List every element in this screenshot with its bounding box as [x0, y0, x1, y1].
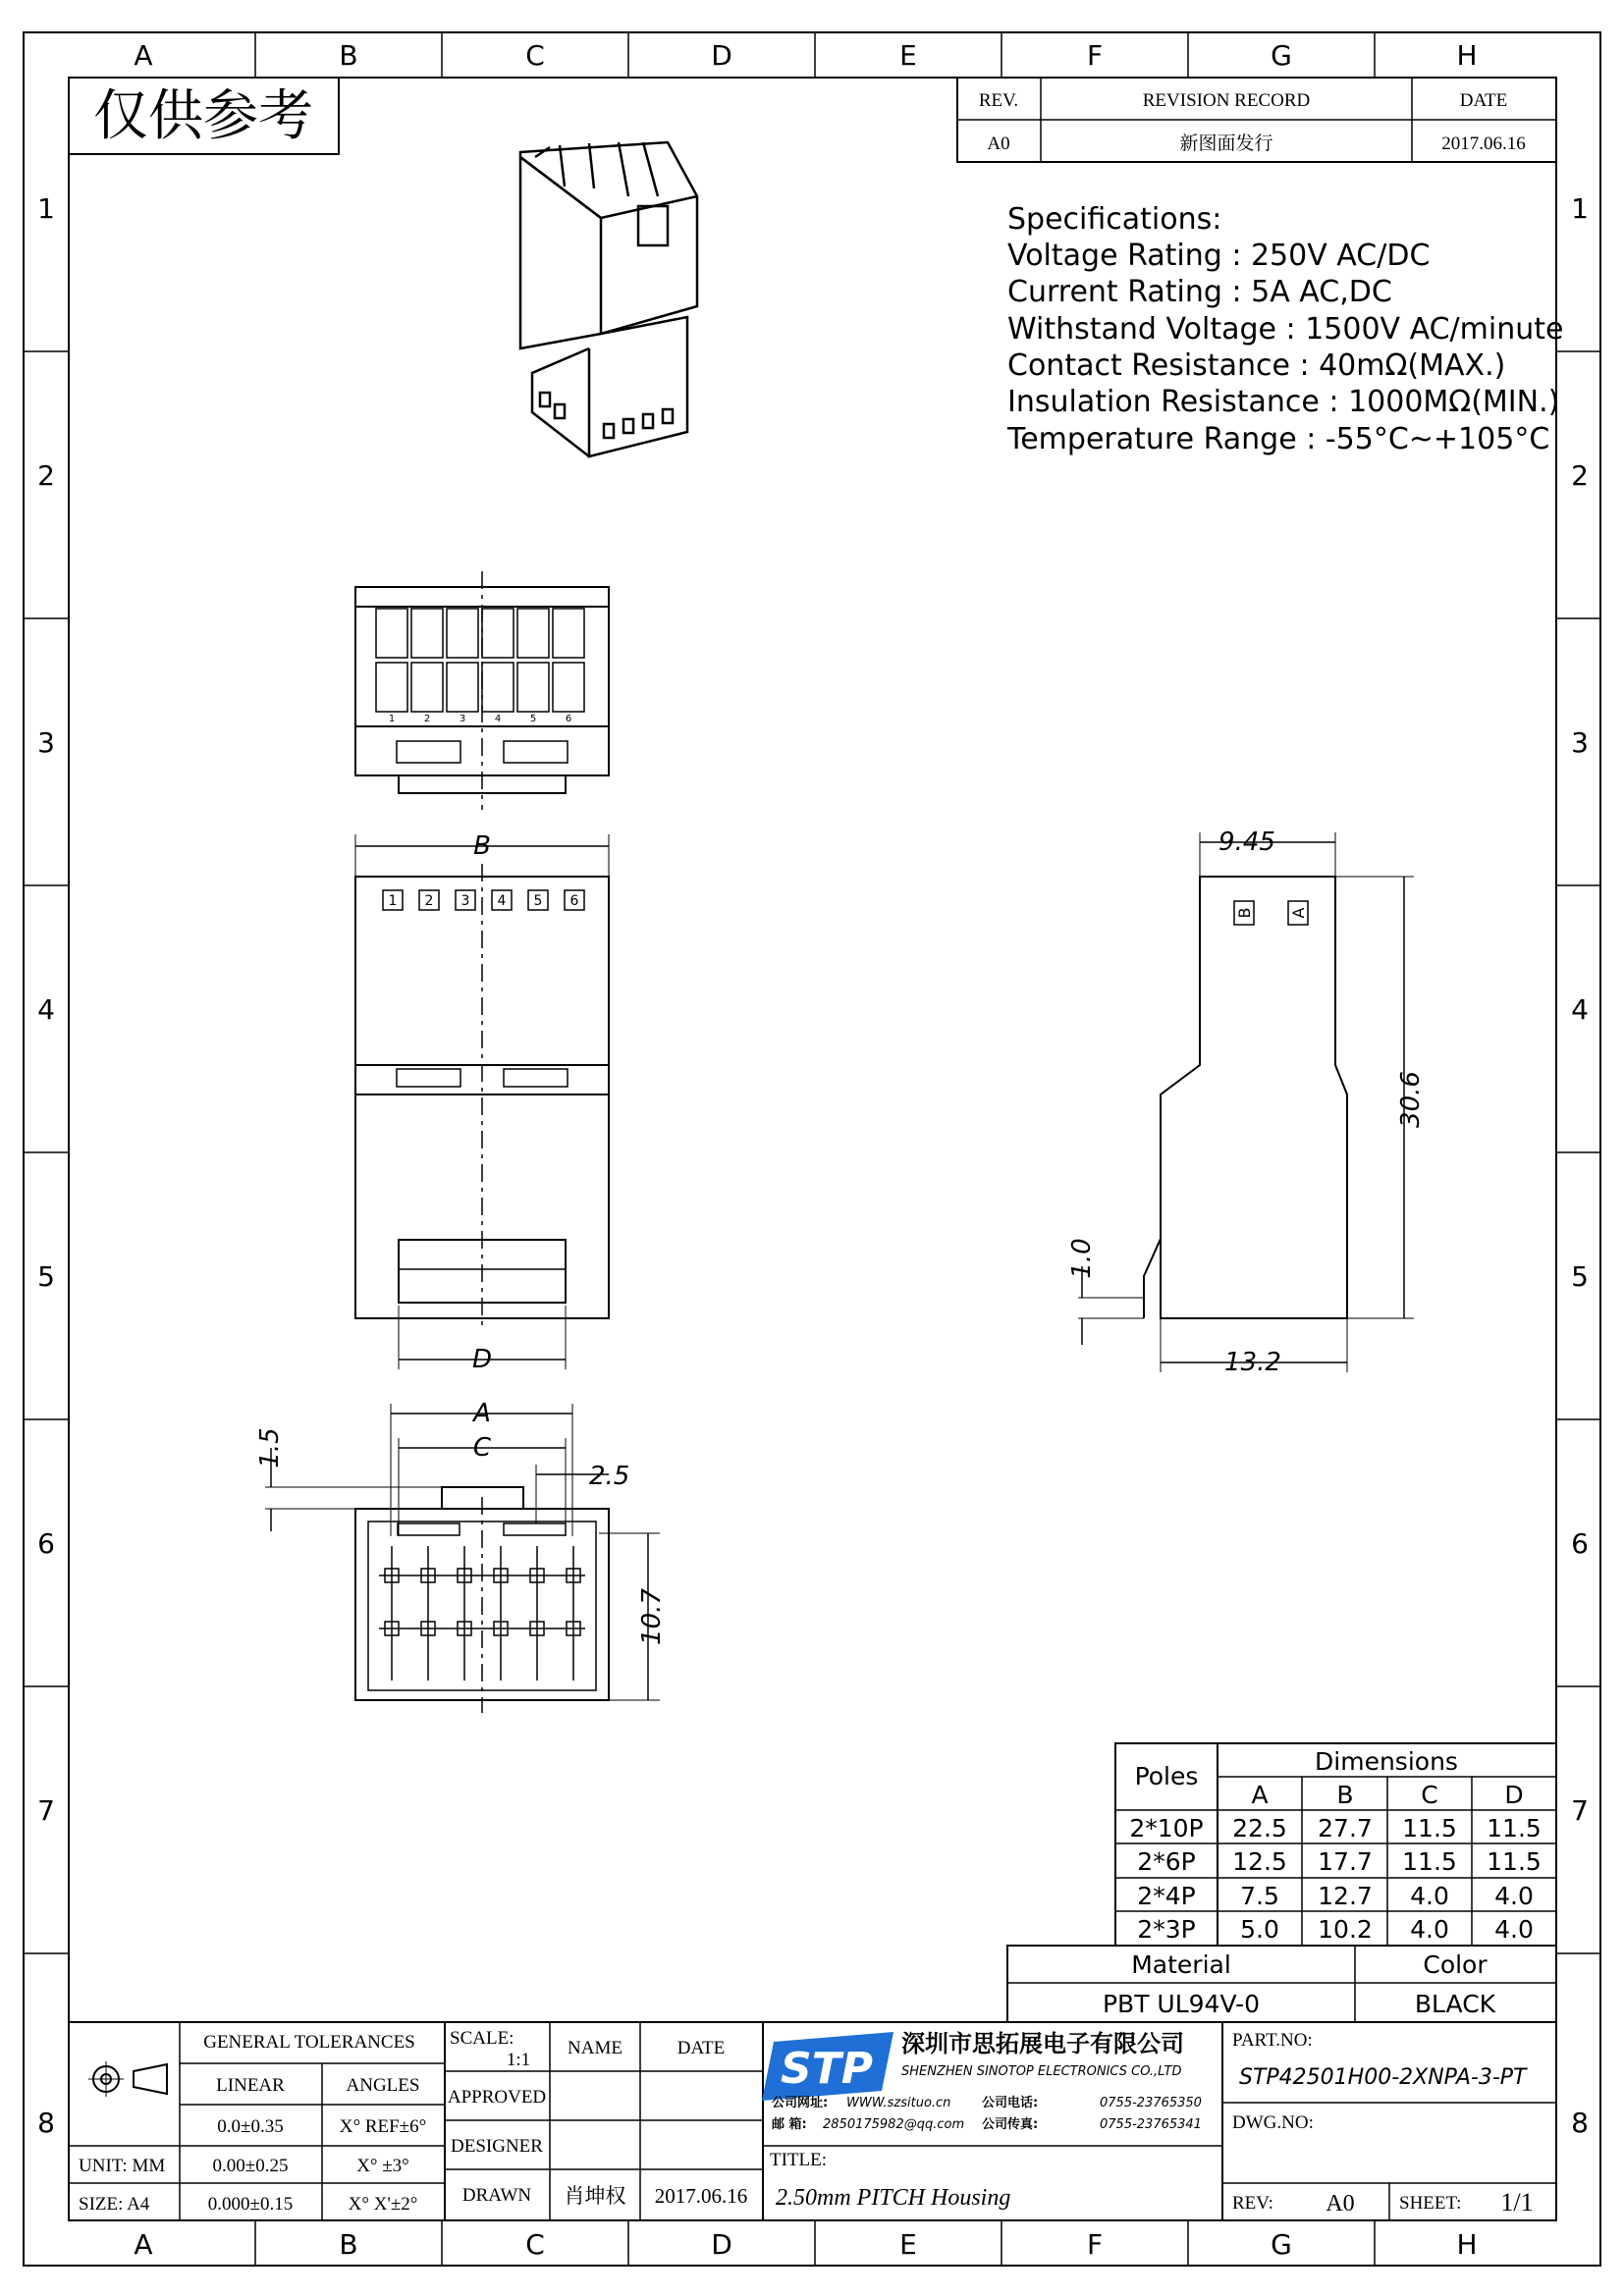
zone-col-c-top: C: [525, 39, 545, 72]
zone-row-1-left: 1: [37, 192, 55, 225]
material-value: PBT UL94V-0: [1102, 1990, 1261, 2018]
zone-col-d-bottom: D: [711, 2228, 732, 2261]
top-label-3: 3: [460, 893, 470, 909]
tol-angle-2: X° ±3°: [356, 2156, 409, 2176]
front-pin-5: 5: [529, 714, 537, 724]
front-pin-3: 3: [459, 714, 466, 724]
spec-current: Current Rating : 5A AC,DC: [1007, 275, 1392, 309]
front-pin-1: 1: [388, 714, 396, 724]
spec-insulation: Insulation Resistance : 1000MΩ(MIN.): [1007, 385, 1560, 419]
zone-col-g-bottom: G: [1271, 2228, 1292, 2261]
color-value: BLACK: [1414, 1990, 1496, 2018]
drawing-title: 2.50mm PITCH Housing: [776, 2185, 1011, 2211]
drawn-date: 2017.06.16: [654, 2184, 748, 2208]
side-label-b: B: [1235, 907, 1254, 919]
spec-withstand: Withstand Voltage : 1500V AC/minute: [1007, 312, 1564, 347]
end-dim-c: C: [472, 1433, 492, 1463]
part-no-label: PART.NO:: [1232, 2030, 1313, 2051]
dim-col-d: D: [1504, 1781, 1524, 1809]
mail-label: 邮 箱:: [772, 2117, 807, 2132]
front-face-view: [355, 571, 609, 810]
zone-row-7-right: 7: [1571, 1794, 1589, 1827]
dim-col-a: A: [1251, 1781, 1269, 1809]
name-header: NAME: [568, 2038, 623, 2058]
dim-col-c: C: [1421, 1781, 1438, 1809]
zone-row-1-right: 1: [1571, 192, 1589, 225]
zone-row-8-left: 8: [37, 2107, 55, 2139]
top-label-6: 6: [569, 893, 579, 909]
poles-header: Poles: [1134, 1762, 1199, 1790]
zone-col-a-top: A: [134, 39, 153, 72]
tol-linear-3: 0.000±0.15: [207, 2194, 294, 2215]
zone-col-e-bottom: E: [899, 2228, 917, 2261]
top-label-2: 2: [424, 893, 434, 909]
zone-row-7-left: 7: [37, 1794, 55, 1827]
tol-angle-1: X° REF±6°: [339, 2116, 427, 2137]
rev-value: A0: [987, 133, 1010, 154]
revision-record: [957, 78, 1556, 162]
zone-col-f-bottom: F: [1086, 2228, 1104, 2261]
zone-row-2-left: 2: [37, 459, 55, 492]
side-label-a: A: [1289, 907, 1308, 919]
rev-date-header: DATE: [1459, 90, 1508, 111]
zone-col-h-top: H: [1456, 39, 1478, 72]
row3-c: 4.0: [1410, 1882, 1449, 1910]
dimensions-header: Dimensions: [1315, 1747, 1458, 1776]
rev-header: REV.: [978, 90, 1019, 111]
part-no-value: STP42501H00-2XNPA-3-PT: [1239, 2065, 1527, 2090]
zone-col-e-top: E: [899, 39, 917, 72]
row1-poles: 2*10P: [1129, 1814, 1204, 1842]
sheet-value: 1/1: [1500, 2188, 1534, 2216]
rev-footer-value: A0: [1326, 2191, 1355, 2216]
company-name-cn: 深圳市思拓展电子有限公司: [901, 2030, 1184, 2057]
spec-title: Specifications:: [1007, 202, 1222, 237]
front-pin-2: 2: [423, 714, 431, 724]
dwg-no-label: DWG.NO:: [1232, 2112, 1314, 2133]
date-header: DATE: [677, 2038, 726, 2058]
row2-c: 11.5: [1402, 1847, 1457, 1876]
size-label: SIZE: A4: [79, 2194, 150, 2215]
logo-text: STP: [781, 2044, 873, 2094]
zone-row-5-right: 5: [1571, 1260, 1589, 1293]
row2-b: 17.7: [1318, 1847, 1373, 1876]
scale-label: SCALE:: [450, 2028, 514, 2049]
rev-label: REV:: [1232, 2193, 1273, 2214]
row4-d: 4.0: [1494, 1915, 1534, 1944]
row1-d: 11.5: [1487, 1814, 1542, 1842]
specifications: [1006, 202, 1563, 456]
zone-row-6-left: 6: [37, 1527, 55, 1560]
zone-row-2-right: 2: [1571, 459, 1589, 492]
company-name-en: SHENZHEN SINOTOP ELECTRONICS CO.,LTD: [901, 2064, 1182, 2079]
top-label-5: 5: [533, 893, 543, 909]
spec-voltage: Voltage Rating : 250V AC/DC: [1007, 239, 1431, 273]
zone-row-4-right: 4: [1571, 993, 1589, 1026]
general-tolerances-label: GENERAL TOLERANCES: [203, 2032, 415, 2053]
row4-a: 5.0: [1240, 1915, 1279, 1944]
revision-record-value: 新图面发行: [1179, 133, 1273, 154]
scale-value: 1:1: [506, 2050, 531, 2070]
front-pin-6: 6: [565, 714, 572, 724]
end-dim-1-5: 1.5: [255, 1427, 285, 1468]
drawn-label: DRAWN: [461, 2185, 532, 2206]
row2-a: 12.5: [1232, 1847, 1287, 1876]
row3-d: 4.0: [1494, 1882, 1534, 1910]
end-view: [265, 1404, 660, 1713]
zone-row-8-right: 8: [1571, 2107, 1589, 2139]
reference-stamp: 仅供参考: [93, 84, 313, 148]
row2-d: 11.5: [1487, 1847, 1542, 1876]
isometric-view: [520, 142, 697, 456]
end-dim-2-5: 2.5: [589, 1462, 630, 1491]
title-label: TITLE:: [770, 2150, 828, 2170]
zone-col-b-top: B: [339, 39, 358, 72]
zone-col-b-bottom: B: [339, 2228, 358, 2261]
tol-linear-2: 0.00±0.25: [212, 2156, 289, 2176]
top-label-4: 4: [497, 893, 507, 909]
front-pin-4: 4: [494, 714, 502, 724]
approved-label: APPROVED: [447, 2087, 547, 2108]
dim-b-label: B: [473, 831, 491, 861]
web-value: WWW.szsituo.cn: [846, 2096, 951, 2110]
dim-30-6: 30.6: [1396, 1071, 1426, 1128]
dim-col-b: B: [1336, 1781, 1354, 1809]
row2-poles: 2*6P: [1137, 1847, 1196, 1876]
web-label: 公司网址:: [772, 2096, 829, 2110]
zone-row-4-left: 4: [37, 993, 55, 1026]
material-header: Material: [1131, 1950, 1231, 1979]
row4-c: 4.0: [1410, 1915, 1449, 1944]
zone-row-5-left: 5: [37, 1260, 55, 1293]
color-header: Color: [1423, 1950, 1488, 1979]
dim-9-45: 9.45: [1218, 828, 1275, 857]
row4-poles: 2*3P: [1137, 1915, 1196, 1944]
dim-13-2: 13.2: [1224, 1348, 1281, 1377]
zone-col-c-bottom: C: [525, 2228, 545, 2261]
sheet-label: SHEET:: [1399, 2193, 1462, 2214]
zone-row-3-right: 3: [1571, 726, 1589, 759]
zone-row-3-left: 3: [37, 726, 55, 759]
angles-label: ANGLES: [346, 2075, 420, 2096]
top-label-1: 1: [388, 893, 398, 909]
linear-label: LINEAR: [216, 2075, 285, 2096]
dimension-table: [1007, 1743, 1556, 2022]
top-view: [355, 834, 609, 1369]
spec-temperature: Temperature Range : -55°C~+105°C: [1007, 422, 1550, 456]
end-dim-10-7: 10.7: [637, 1588, 667, 1645]
designer-label: DESIGNER: [451, 2136, 543, 2157]
drawn-name: 肖坤权: [564, 2184, 626, 2208]
fax-label: 公司传真:: [982, 2117, 1039, 2132]
row1-c: 11.5: [1402, 1814, 1457, 1842]
zone-col-a-bottom: A: [134, 2228, 153, 2261]
row3-a: 7.5: [1240, 1882, 1279, 1910]
row4-b: 10.2: [1318, 1915, 1373, 1944]
row1-b: 27.7: [1318, 1814, 1373, 1842]
rev-date-value: 2017.06.16: [1441, 133, 1526, 154]
zone-row-6-right: 6: [1571, 1527, 1589, 1560]
fax-value: 0755-23765341: [1100, 2117, 1202, 2132]
row3-b: 12.7: [1318, 1882, 1373, 1910]
spec-contact-resistance: Contact Resistance : 40mΩ(MAX.): [1007, 348, 1506, 383]
zone-col-d-top: D: [711, 39, 732, 72]
unit-label: UNIT: MM: [79, 2156, 166, 2176]
zone-col-g-top: G: [1271, 39, 1292, 72]
revision-record-header: REVISION RECORD: [1142, 90, 1311, 111]
company-logo: [762, 2032, 893, 2101]
tel-value: 0755-23765350: [1100, 2096, 1202, 2110]
row1-a: 22.5: [1232, 1814, 1287, 1842]
tol-angle-3: X° X'±2°: [348, 2194, 418, 2215]
dim-1-0: 1.0: [1067, 1238, 1097, 1279]
dim-d-label: D: [471, 1345, 493, 1374]
mail-value: 2850175982@qq.com: [823, 2117, 965, 2132]
zone-col-h-bottom: H: [1456, 2228, 1478, 2261]
tel-label: 公司电话:: [982, 2096, 1039, 2110]
end-dim-a: A: [473, 1399, 491, 1428]
tol-linear-1: 0.0±0.35: [217, 2116, 284, 2137]
row3-poles: 2*4P: [1137, 1882, 1196, 1910]
zone-col-f-top: F: [1086, 39, 1104, 72]
